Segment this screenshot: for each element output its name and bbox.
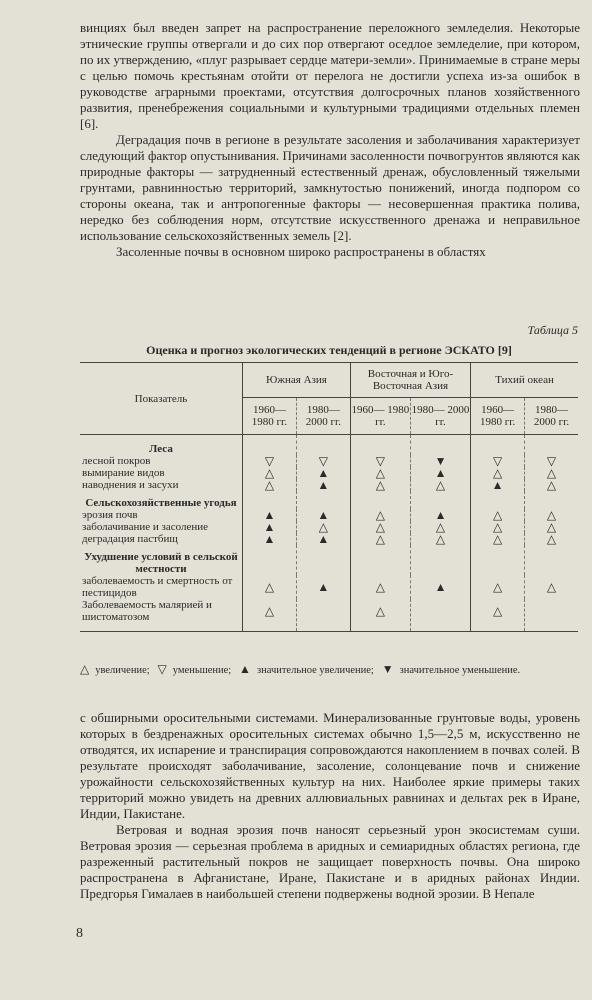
trend-mark: △ [410,521,470,533]
trend-mark: △ [350,533,410,545]
period-header: 1960— 1980 гг. [471,398,525,435]
trend-mark: △ [243,599,297,632]
period-header: 1980— 2000 гг. [525,398,578,435]
trend-mark: ▽ [296,455,350,467]
row-label: эрозия почв [82,509,138,521]
trend-mark: ▲ [296,509,350,521]
paragraph: Ветровая и водная эрозия почв наносят серьезный урон экосистемам суши. Ветровая эрозия — серьезная проблема в аридных и семиаридных областях региона, где разреженный растительный покров не защищает поверхность почвы. Она широко распространена в Афганистане, Иране, Пакистане и в аридных районах Индии. Предгорья Гималаев в наибольшей степени подвержены водной эрозии. В Непале [80,822,580,901]
table-label: Таблица 5 [527,323,578,337]
text-bottom [80,710,580,902]
section-title: Ухудшение условий в сельской местности [84,551,238,575]
region-header: Южная Азия [243,363,351,398]
trend-mark: ▲ [296,575,350,599]
trend-mark: ▲ [243,521,297,533]
trend-mark: △ [410,479,470,491]
row-label: деградация пастбищ [82,533,178,545]
trend-mark: ▲ [296,479,350,491]
section-title: Сельскохозяйственные угодья [85,497,237,509]
trend-mark: △ [410,533,470,545]
indicator-header: Показатель [80,363,243,435]
triangle-up-outline-icon: △ [80,662,90,676]
trend-mark: △ [471,509,525,521]
trend-mark: △ [350,479,410,491]
trend-mark: △ [471,575,525,599]
trend-mark: ▲ [410,467,470,479]
trend-mark: △ [296,521,350,533]
row-label: наводнения и засухи [82,479,179,491]
trend-mark: △ [525,521,578,533]
paragraph: винциях был введен запрет на распространение переложного земледелия. Некоторые этнические группы отвергали и до сих пор отвергают оседлое земледелие, при котором, по их утверждению, «плуг разрывает сердце матери-земли». Принимаемые в стране меры с целью помочь крестьянам отойти от перелога не достигли успеха из-за ошибок в руководстве аграрными проектами, отсутствия долгосрочных планов хозяйственного развития, пренебрежения социальными и культурными традициями отдельных племен [6]. [80,20,580,131]
paragraph: Засоленные почвы в основном широко распространены в областях [116,244,486,259]
table-row [80,521,578,533]
table-legend [80,662,578,678]
trend-mark: △ [471,533,525,545]
trend-mark: △ [471,467,525,479]
legend-text: значительное уменьшение. [399,665,521,676]
trend-mark: △ [350,521,410,533]
legend-text: уменьшение; [172,665,232,676]
triangle-down-outline-icon: ▽ [157,662,167,676]
legend-text: значительное увеличение; [256,665,374,676]
row-label: вымирание видов [82,467,165,479]
trend-mark: ▲ [471,479,525,491]
trend-mark: ▽ [350,455,410,467]
trend-mark: ▲ [410,575,470,599]
trend-mark: ▽ [525,455,578,467]
table-row [80,599,578,632]
page-number: 8 [76,926,83,941]
trend-mark: ▽ [243,455,297,467]
table-row [80,575,578,599]
trend-mark: △ [350,599,410,632]
triangle-down-filled-icon: ▼ [381,662,394,676]
trend-mark: ▼ [410,455,470,467]
trend-mark: △ [243,479,297,491]
table-caption: Оценка и прогноз экологических тенденций в регионе ЭСКАТО [9] [146,343,512,357]
period-header: 1980— 2000 гг. [296,398,350,435]
trend-mark [525,599,578,632]
region-header: Восточная и Юго-Восточная Азия [350,363,470,398]
trend-mark: △ [471,599,525,632]
trend-mark [410,599,470,632]
row-label: заболеваемость и смертность от пестицидов [82,575,233,599]
text-top [80,20,580,260]
row-label: Заболеваемость малярией и шистоматозом [82,599,212,623]
paragraph: с обширными оросительными системами. Минерализованные грунтовые воды, уровень которых в бездренажных оросительных системах обычно 1,5—2,5 м, искусственно не отводятся, их испарение и транспирация сопровождаются накоплением в почвах солей. В результате происходят заболачивание, засоление, солонцевание почв и снижение урожайности сельскохозяйственных культур на них. Наиболее яркие примеры таких территорий можно увидеть на древних аллювиальных равнинах и дельтах рек в Иране, Индии, Пакистане. [80,710,580,821]
trend-mark: △ [525,479,578,491]
trend-mark: ▲ [410,509,470,521]
triangle-up-filled-icon: ▲ [239,662,251,676]
trend-mark [296,599,350,632]
trend-mark: △ [525,575,578,599]
trend-mark: △ [243,575,297,599]
trend-mark: △ [471,521,525,533]
trend-mark: △ [350,509,410,521]
trend-mark: △ [243,467,297,479]
trend-mark: ▽ [471,455,525,467]
trend-mark: ▲ [243,509,297,521]
trend-mark: ▲ [296,467,350,479]
period-header: 1980— 2000 гг. [410,398,470,435]
trend-mark: △ [525,467,578,479]
paragraph: Деградация почв в регионе в результате засоления и заболачивания характеризует следующий фактор опустынивания. Причинами засоленности почвогрунтов являются как природные факторы — затрудненный естественный дренаж, обусловленный тяжелыми грунтами, равнинностью территорий, замкнутостью понижений, иногда подпором со стороны океана, так и антропогенные факторы — несовершенная практика полива, нередко без соблюдения норм, отсутствие искусственного дренажа и неправильное использование сельскохозяйственных земель [2]. [80,132,580,243]
region-header: Тихий океан [471,363,578,398]
trend-mark: △ [525,509,578,521]
table-row [80,509,578,521]
trend-mark: ▲ [296,533,350,545]
trend-mark: ▲ [243,533,297,545]
row-label: лесной покров [82,455,151,467]
period-header: 1960— 1980 гг. [243,398,297,435]
table-row [80,533,578,545]
table-row [80,455,578,467]
row-label: заболачивание и засоление [82,521,208,533]
trend-mark: △ [525,533,578,545]
section-title: Леса [149,443,173,455]
legend-text: увеличение; [95,665,150,676]
trends-table [80,362,578,632]
trend-mark: △ [350,467,410,479]
period-header: 1960— 1980 гг. [350,398,410,435]
table-row [80,479,578,491]
trend-mark: △ [350,575,410,599]
